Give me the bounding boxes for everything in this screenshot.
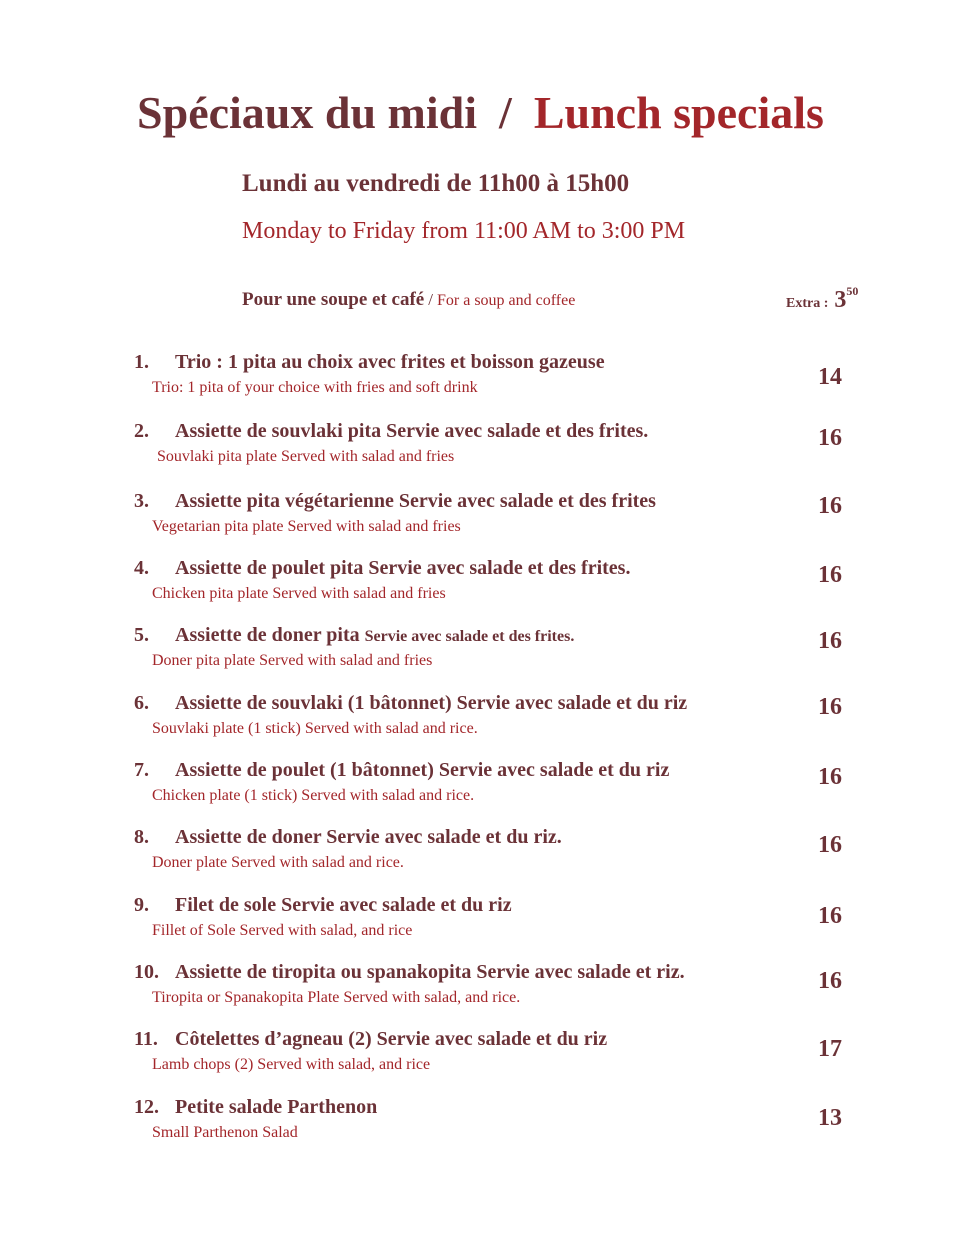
menu-item <box>134 894 894 954</box>
menu-item-french <box>134 624 574 647</box>
menu-item-english: Doner plate Served with salad and rice. <box>152 854 404 871</box>
menu-item-french <box>134 692 687 715</box>
menu-item-english: Vegetarian pita plate Served with salad and fries <box>152 518 461 535</box>
menu-item-french <box>134 894 512 917</box>
menu-item-name-french: Assiette de tiropita ou spanakopita Servie avec salade et riz. <box>175 961 685 983</box>
title-french: Spéciaux du midi <box>137 87 478 138</box>
page-title <box>0 86 961 139</box>
menu-item-english: Doner pita plate Served with salad and fries <box>152 652 433 669</box>
menu-item-price: 16 <box>818 764 842 790</box>
menu-item <box>134 351 894 411</box>
menu-item-french <box>134 490 656 513</box>
menu-item <box>134 490 894 550</box>
menu-item-name-french: Petite salade Parthenon <box>175 1096 378 1118</box>
extra-price-cents: 50 <box>846 284 859 298</box>
menu-item-french <box>134 420 648 443</box>
menu-item-english: Small Parthenon Salad <box>152 1124 298 1141</box>
menu-item-number: 9. <box>134 894 149 916</box>
menu-item-number: 7. <box>134 759 149 781</box>
menu-item-english: Chicken plate (1 stick) Served with salad and rice. <box>152 787 475 804</box>
soup-offer-english: For a soup and coffee <box>436 292 576 309</box>
menu-item-number: 2. <box>134 420 149 442</box>
menu-item-english: Trio: 1 pita of your choice with fries and soft drink <box>152 379 478 396</box>
menu-item-price: 16 <box>818 425 842 451</box>
menu-item-number: 11. <box>134 1028 158 1050</box>
menu-item <box>134 961 894 1021</box>
menu-item-description-french: Servie avec salade et des frites. <box>364 628 575 645</box>
menu-item-price: 16 <box>818 694 842 720</box>
menu-item-number: 8. <box>134 826 149 848</box>
menu-item-english: Fillet of Sole Served with salad, and rice <box>152 922 413 939</box>
menu-item-name-french: Assiette de doner Servie avec salade et du riz. <box>175 826 562 848</box>
menu-item-name-french: Assiette de poulet (1 bâtonnet) Servie avec salade et du riz <box>175 759 670 781</box>
menu-item-price: 16 <box>818 832 842 858</box>
menu-item-french <box>134 351 605 374</box>
menu-item-number: 6. <box>134 692 149 714</box>
menu-item-name-french: Assiette de souvlaki (1 bâtonnet) Servie avec salade et du riz <box>175 692 688 714</box>
menu-item <box>134 624 894 684</box>
menu-item-number: 1. <box>134 351 149 373</box>
menu-item-name-french: Assiette de poulet pita Servie avec salade et des frites. <box>175 557 631 579</box>
menu-item-price: 17 <box>818 1036 842 1062</box>
menu-item-price: 16 <box>818 903 842 929</box>
menu-item-price: 16 <box>818 628 842 654</box>
extra-label: Extra : <box>786 296 829 311</box>
menu-item-price: 13 <box>818 1105 842 1131</box>
soup-offer-french: Pour une soupe et café <box>242 289 425 310</box>
menu-item-english: Lamb chops (2) Served with salad, and rice <box>152 1056 431 1073</box>
soup-offer <box>242 289 575 311</box>
menu-item-name-french: Trio : 1 pita au choix avec frites et boisson gazeuse <box>175 351 605 373</box>
menu-item-name-french: Assiette pita végétarienne Servie avec salade et des frites <box>175 490 656 512</box>
menu-item-french <box>134 961 685 984</box>
hours-french: Lundi au vendredi de 11h00 à 15h00 <box>242 170 630 197</box>
menu-item-name-french: Côtelettes d’agneau (2) Servie avec salade et du riz <box>175 1028 608 1050</box>
soup-extra-price <box>786 284 858 314</box>
menu-item-price: 16 <box>818 968 842 994</box>
menu-item <box>134 759 894 819</box>
menu-item-number: 10. <box>134 961 159 983</box>
menu-item-number: 3. <box>134 490 149 512</box>
menu-item-number: 5. <box>134 624 149 646</box>
title-english: Lunch specials <box>533 87 824 138</box>
menu-item-french <box>134 1028 607 1051</box>
menu-item-french <box>134 1096 377 1119</box>
menu-item <box>134 692 894 752</box>
menu-item <box>134 1028 894 1088</box>
menu-item-french <box>134 557 630 580</box>
menu-item-price: 16 <box>818 493 842 519</box>
hours-english: Monday to Friday from 11:00 AM to 3:00 PM <box>242 218 686 244</box>
menu-item <box>134 1096 894 1156</box>
menu-item-name-french: Assiette de doner pita <box>175 624 360 646</box>
menu-item <box>134 557 894 617</box>
menu-item-number: 12. <box>134 1096 159 1118</box>
extra-price-whole: 3 <box>834 287 847 313</box>
menu-item-name-french: Filet de sole Servie avec salade et du riz <box>175 894 512 916</box>
menu-item <box>134 826 894 886</box>
menu-item-french <box>134 826 562 849</box>
menu-item-english: Souvlaki plate (1 stick) Served with salad and rice. <box>152 720 478 737</box>
menu-item-french <box>134 759 669 782</box>
soup-offer-separator: / <box>428 290 433 309</box>
menu-item-name-french: Assiette de souvlaki pita Servie avec salade et des frites. <box>175 420 649 442</box>
menu-item-english: Souvlaki pita plate Served with salad and fries <box>157 448 455 465</box>
menu-item-price: 14 <box>818 364 842 390</box>
title-separator: / <box>499 87 512 138</box>
menu-item-price: 16 <box>818 562 842 588</box>
menu-item-english: Tiropita or Spanakopita Plate Served with salad, and rice. <box>152 989 521 1006</box>
menu-item-number: 4. <box>134 557 149 579</box>
menu-item <box>134 420 894 480</box>
menu-item-english: Chicken pita plate Served with salad and fries <box>152 585 446 602</box>
